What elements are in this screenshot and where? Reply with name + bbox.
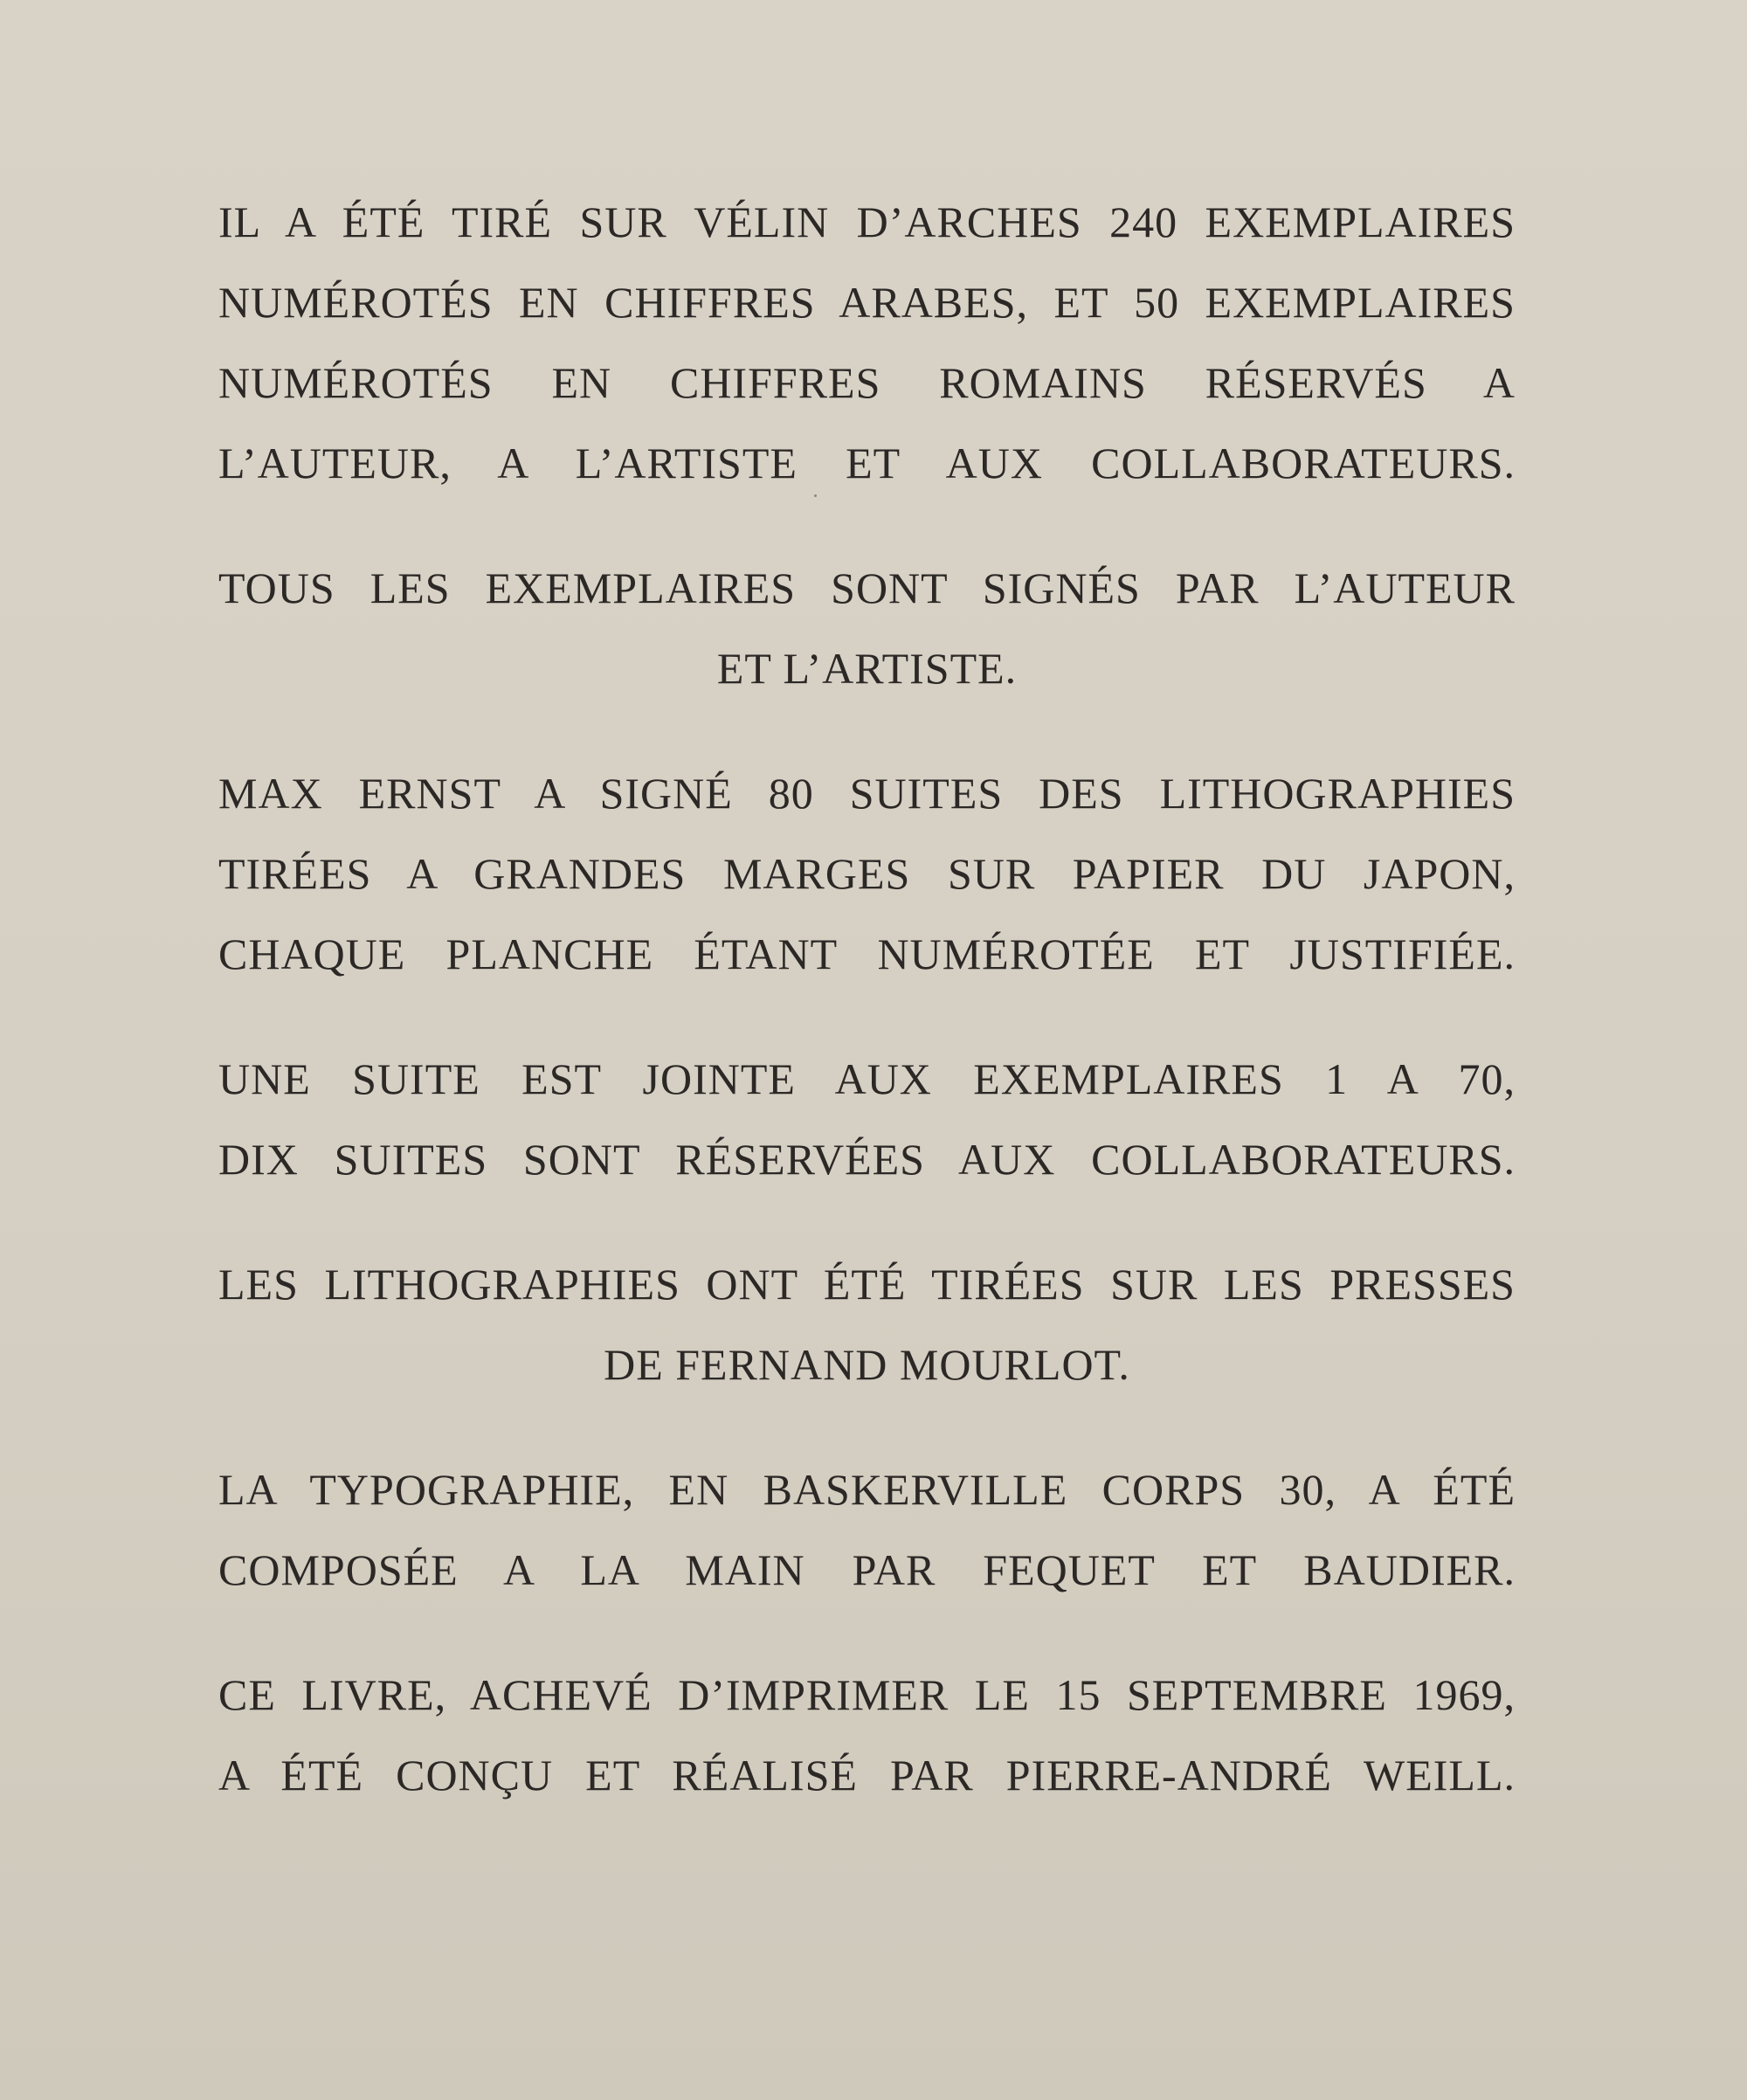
- paragraph-printer: [218, 1244, 1516, 1405]
- paragraph-suite-distribution: [218, 1039, 1516, 1199]
- text-line: IL A ÉTÉ TIRÉ SUR VÉLIN D’ARCHES 240 EXEMPLAIRES: [218, 197, 1516, 246]
- text-line: ET L’ARTISTE.: [716, 644, 1018, 693]
- text-line: DIX SUITES SONT RÉSERVÉES AUX COLLABORATEURS.: [218, 1135, 1516, 1184]
- text-line: LA TYPOGRAPHIE, EN BASKERVILLE CORPS 30, A ÉTÉ: [218, 1465, 1516, 1514]
- colophon-text: [218, 182, 1516, 1860]
- paragraph-edition: [218, 182, 1516, 503]
- text-line: TIRÉES A GRANDES MARGES SUR PAPIER DU JAPON,: [218, 849, 1516, 898]
- text-line: NUMÉROTÉS EN CHIFFRES ROMAINS RÉSERVÉS A: [218, 358, 1516, 407]
- text-line: CHAQUE PLANCHE ÉTANT NUMÉROTÉE ET JUSTIFIÉE.: [218, 929, 1516, 978]
- text-line: LES LITHOGRAPHIES ONT ÉTÉ TIRÉES SUR LES PRESSES: [218, 1260, 1516, 1309]
- text-line: COMPOSÉE A LA MAIN PAR FEQUET ET BAUDIER.: [218, 1545, 1516, 1594]
- paragraph-lithograph-suites: [218, 753, 1516, 994]
- text-line: TOUS LES EXEMPLAIRES SONT SIGNÉS PAR L’AUTEUR: [218, 563, 1516, 612]
- text-line: NUMÉROTÉS EN CHIFFRES ARABES, ET 50 EXEMPLAIRES: [218, 278, 1516, 327]
- paragraph-signatures: [218, 548, 1516, 708]
- paragraph-completion: [218, 1654, 1516, 1815]
- text-line: L’AUTEUR, A L’ARTISTE ET AUX COLLABORATEURS.: [218, 439, 1516, 487]
- text-line: A ÉTÉ CONÇU ET RÉALISÉ PAR PIERRE-ANDRÉ WEILL.: [218, 1751, 1516, 1800]
- text-line: UNE SUITE EST JOINTE AUX EXEMPLAIRES 1 A 70,: [218, 1054, 1516, 1103]
- text-line: DE FERNAND MOURLOT.: [604, 1340, 1130, 1389]
- text-line: CE LIVRE, ACHEVÉ D’IMPRIMER LE 15 SEPTEMBRE 1969,: [218, 1670, 1516, 1719]
- paragraph-typography: [218, 1449, 1516, 1610]
- text-line: MAX ERNST A SIGNÉ 80 SUITES DES LITHOGRAPHIES: [218, 769, 1516, 818]
